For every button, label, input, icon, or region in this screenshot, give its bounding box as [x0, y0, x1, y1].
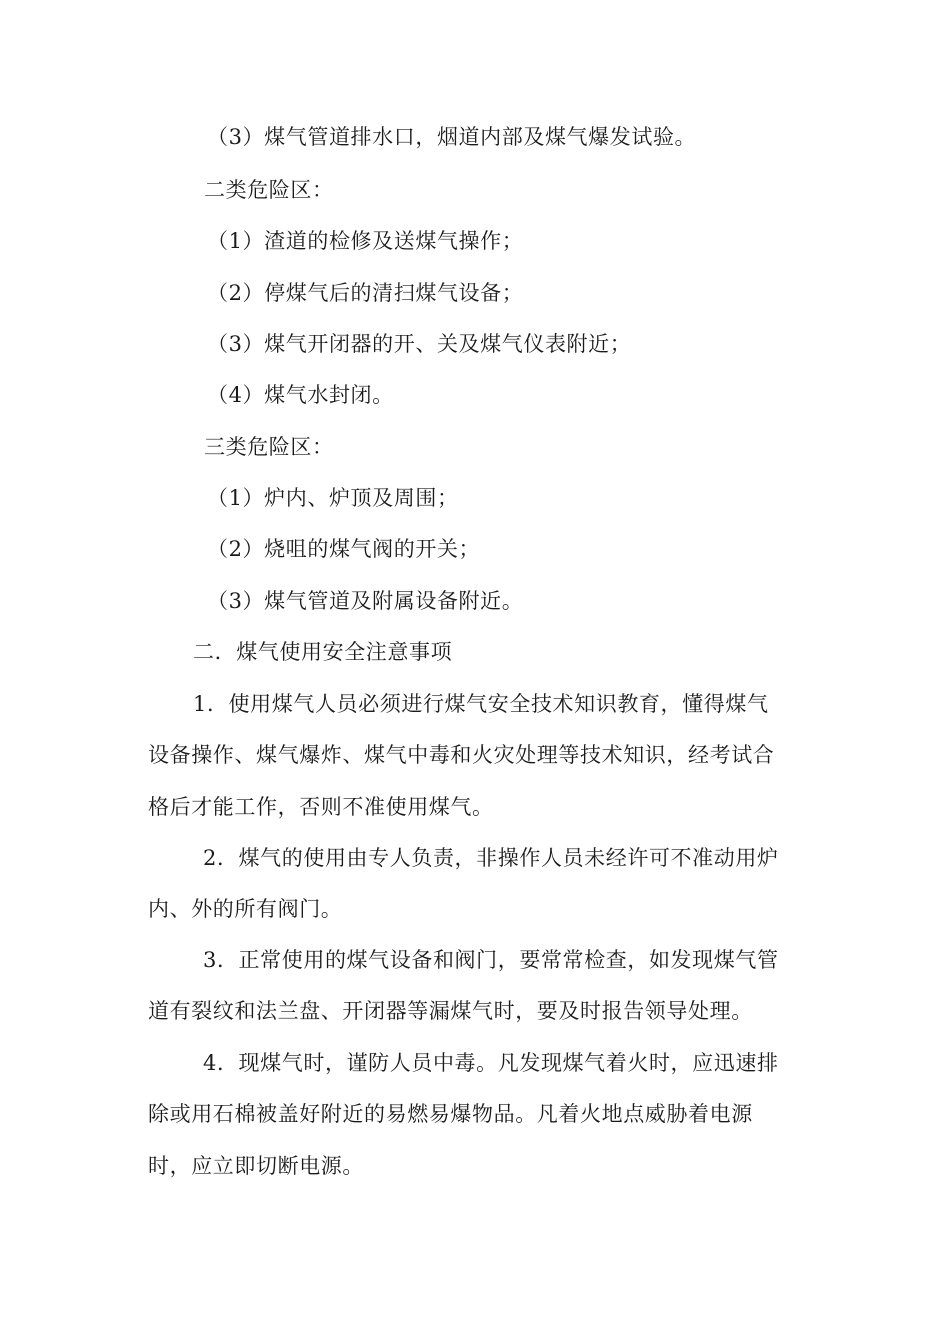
paragraph-line: 内、外的所有阀门。: [148, 897, 343, 921]
paragraph-line: 格后才能工作，否则不准使用煤气。: [148, 795, 494, 819]
text-line: （1）渣道的检修及送煤气操作；: [207, 229, 524, 253]
text-line: （1）炉内、炉顶及周围；: [207, 486, 459, 510]
section-heading: 三类危险区：: [204, 435, 334, 459]
paragraph-line: 2．煤气的使用由专人负责，非操作人员未经许可不准动用炉: [203, 846, 779, 870]
paragraph-line: 4．现煤气时，谨防人员中毒。凡发现煤气着火时，应迅速排: [203, 1051, 779, 1075]
text-line: （3）煤气开闭器的开、关及煤气仪表附近；: [207, 332, 632, 356]
paragraph-line: 除或用石棉被盖好附近的易燃易爆物品。凡着火地点威胁着电源: [148, 1102, 753, 1126]
section-heading: 二类危险区：: [204, 178, 334, 202]
text-line: （2）烧咀的煤气阀的开关；: [207, 537, 481, 561]
paragraph-line: 设备操作、煤气爆炸、煤气中毒和火灾处理等技术知识，经考试合: [148, 743, 775, 767]
paragraph-line: 1．使用煤气人员必须进行煤气安全技术知识教育，懂得煤气: [193, 692, 769, 716]
paragraph-line: 3．正常使用的煤气设备和阀门，要常常检查，如发现煤气管: [203, 948, 779, 972]
chapter-heading: 二．煤气使用安全注意事项: [193, 640, 453, 664]
paragraph-line: 道有裂纹和法兰盘、开闭器等漏煤气时，要及时报告领导处理。: [148, 999, 753, 1023]
text-line: （2）停煤气后的清扫煤气设备；: [207, 281, 524, 305]
text-line: （4）煤气水封闭。: [207, 383, 394, 407]
paragraph-line: 时，应立即切断电源。: [148, 1154, 364, 1178]
text-line: （3）煤气管道排水口，烟道内部及煤气爆发试验。: [207, 125, 697, 149]
text-line: （3）煤气管道及附属设备附近。: [207, 589, 524, 613]
